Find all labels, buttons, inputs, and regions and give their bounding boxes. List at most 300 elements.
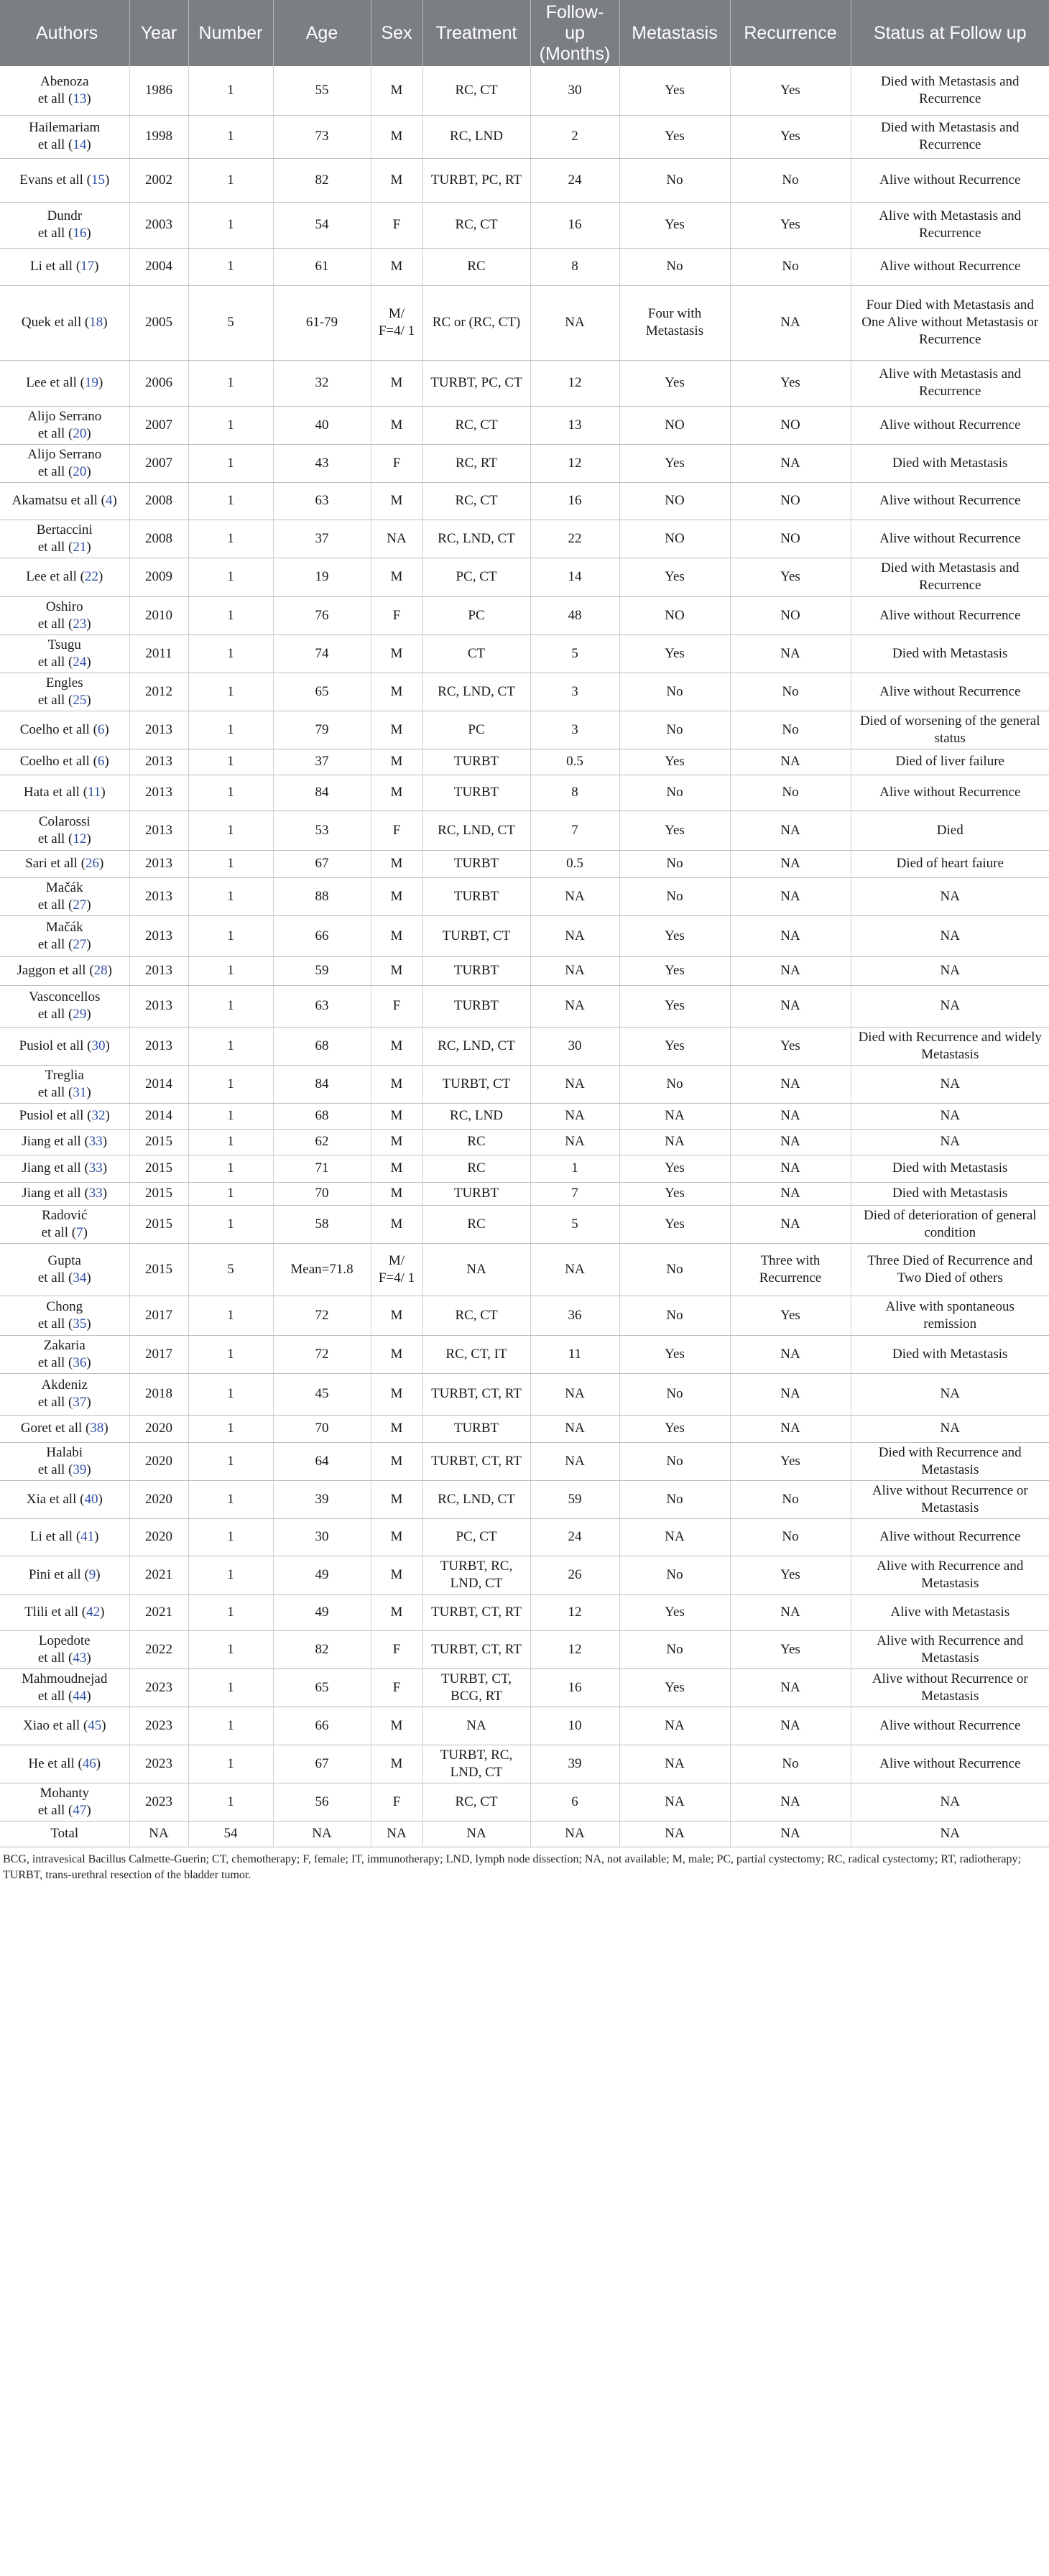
row-number: 1 (188, 1065, 273, 1103)
author-text: et all (37, 425, 69, 441)
ref-paren-open: ( (68, 1007, 73, 1022)
row-number: 1 (188, 1668, 273, 1707)
row-year: 2018 (129, 1373, 188, 1415)
row-metastasis: Yes (619, 749, 730, 775)
reference-link[interactable]: 25 (73, 692, 87, 708)
author-name: Mahmoudnejad (22, 1671, 108, 1686)
row-author (0, 596, 129, 634)
row-recurrence: NA (730, 444, 851, 482)
row-follow-up: NA (530, 1103, 619, 1129)
row-year: 2003 (129, 202, 188, 248)
ref-paren-open: ( (101, 493, 106, 508)
row-treatment: RC, LND, CT (422, 520, 530, 558)
table-row (0, 596, 1049, 634)
reference-link[interactable]: 20 (73, 463, 87, 479)
row-status: NA (851, 1415, 1049, 1442)
row-treatment: CT (422, 634, 530, 673)
row-recurrence: NO (730, 520, 851, 558)
row-author (0, 850, 129, 877)
row-recurrence: NO (730, 482, 851, 520)
row-author (0, 1480, 129, 1518)
row-recurrence: Yes (730, 1630, 851, 1668)
row-follow-up: NA (530, 985, 619, 1027)
row-metastasis: NO (619, 406, 730, 444)
row-sex: F (371, 202, 422, 248)
row-year: 2013 (129, 915, 188, 956)
reference-link[interactable]: 6 (97, 754, 105, 769)
author-text: et all (37, 692, 69, 708)
row-recurrence: NA (730, 634, 851, 673)
row-number: 1 (188, 558, 273, 596)
table-row (0, 66, 1049, 115)
row-sex: NA (371, 520, 422, 558)
row-status: NA (851, 1783, 1049, 1821)
row-number: 1 (188, 1518, 273, 1556)
ref-paren-close: ) (86, 539, 91, 555)
author-text: et all (37, 137, 69, 152)
row-sex: F (371, 444, 422, 482)
row-treatment: TURBT, CT (422, 1065, 530, 1103)
reference-link[interactable]: 33 (88, 1160, 103, 1176)
row-year: 2023 (129, 1745, 188, 1783)
reference-link[interactable]: 44 (73, 1688, 87, 1704)
row-treatment: RC, CT (422, 1296, 530, 1335)
row-year: 2015 (129, 1243, 188, 1296)
ref-paren-close: ) (98, 569, 103, 584)
row-number: 1 (188, 749, 273, 775)
row-status: Died with Metastasis and Recurrence (851, 115, 1049, 158)
reference-link[interactable]: 19 (84, 375, 98, 390)
reference-link[interactable]: 15 (91, 172, 105, 188)
row-author (0, 248, 129, 285)
row-author (0, 360, 129, 406)
row-year: 2005 (129, 285, 188, 360)
row-age: 82 (273, 158, 371, 202)
row-author (0, 1155, 129, 1182)
row-status: NA (851, 1821, 1049, 1847)
row-author (0, 634, 129, 673)
row-sex: NA (371, 1821, 422, 1847)
ref-paren-close: ) (98, 375, 103, 390)
row-age: 19 (273, 558, 371, 596)
ref-paren-close: ) (94, 1529, 99, 1544)
row-follow-up: 3 (530, 711, 619, 749)
header-metastasis: Metastasis (619, 0, 730, 66)
row-metastasis: Yes (619, 202, 730, 248)
row-year: 2014 (129, 1065, 188, 1103)
ref-paren-open: ( (68, 425, 73, 441)
row-metastasis: No (619, 248, 730, 285)
ref-paren-open: ( (68, 1395, 73, 1410)
row-sex: M (371, 1518, 422, 1556)
row-follow-up: 14 (530, 558, 619, 596)
row-year: 2021 (129, 1556, 188, 1594)
row-number: 1 (188, 1103, 273, 1129)
row-recurrence: NA (730, 877, 851, 915)
row-author (0, 1205, 129, 1243)
row-age: 82 (273, 1630, 371, 1668)
ref-paren-open: ( (68, 1316, 73, 1331)
row-recurrence: NA (730, 1335, 851, 1373)
row-treatment: TURBT, CT, RT (422, 1373, 530, 1415)
row-age: 45 (273, 1373, 371, 1415)
row-author (0, 1103, 129, 1129)
reference-link[interactable]: 30 (91, 1038, 106, 1053)
row-sex: M (371, 1745, 422, 1783)
reference-link[interactable]: 31 (73, 1084, 87, 1100)
row-age: 71 (273, 1155, 371, 1182)
row-metastasis: No (619, 775, 730, 811)
row-sex: F (371, 1783, 422, 1821)
ref-paren-open: ( (68, 831, 73, 846)
row-sex: M (371, 1480, 422, 1518)
row-sex: F (371, 1630, 422, 1668)
row-number: 1 (188, 985, 273, 1027)
author-text: Li et all (30, 1529, 76, 1544)
author-name: Oshiro (45, 599, 83, 614)
reference-link[interactable]: 6 (97, 721, 105, 737)
row-follow-up: 22 (530, 520, 619, 558)
row-recurrence: NO (730, 406, 851, 444)
row-metastasis: Yes (619, 1155, 730, 1182)
reference-link[interactable]: 40 (84, 1491, 98, 1507)
row-sex: M (371, 1205, 422, 1243)
row-author (0, 711, 129, 749)
row-follow-up: NA (530, 1065, 619, 1103)
row-age: 61-79 (273, 285, 371, 360)
row-year: 2023 (129, 1668, 188, 1707)
row-follow-up: 11 (530, 1335, 619, 1373)
row-age: 37 (273, 749, 371, 775)
row-metastasis: Yes (619, 1668, 730, 1707)
author-text: He et all (28, 1755, 78, 1771)
row-status: NA (851, 985, 1049, 1027)
reference-link[interactable]: 13 (73, 91, 87, 106)
reference-link[interactable]: 24 (73, 654, 87, 670)
reference-link[interactable]: 46 (82, 1755, 96, 1771)
row-status: Alive without Recurrence (851, 406, 1049, 444)
row-follow-up: NA (530, 1373, 619, 1415)
ref-paren-close: ) (105, 1108, 110, 1123)
row-follow-up: 1 (530, 1155, 619, 1182)
row-number: 1 (188, 482, 273, 520)
reference-link[interactable]: 38 (90, 1421, 104, 1436)
reference-link[interactable]: 32 (91, 1108, 106, 1123)
ref-paren-open: ( (89, 963, 94, 978)
author-name: Mačák (45, 919, 83, 935)
row-metastasis: No (619, 1556, 730, 1594)
row-status: Alive with Metastasis (851, 1594, 1049, 1630)
reference-link[interactable]: 7 (76, 1224, 83, 1240)
row-sex: M (371, 1182, 422, 1205)
row-age: 74 (273, 634, 371, 673)
ref-paren-open: ( (87, 1038, 92, 1053)
row-number: 1 (188, 115, 273, 158)
table-row (0, 1373, 1049, 1415)
row-status: Four Died with Metastasis and One Alive without Metastasis or Recurrence (851, 285, 1049, 360)
row-follow-up: 12 (530, 444, 619, 482)
reference-link[interactable]: 4 (106, 493, 113, 508)
author-name: Zakaria (43, 1337, 86, 1353)
ref-paren-close: ) (107, 963, 112, 978)
table-header-row (0, 0, 1049, 66)
row-author (0, 956, 129, 985)
row-number: 1 (188, 596, 273, 634)
row-recurrence: NA (730, 811, 851, 850)
row-follow-up: NA (530, 285, 619, 360)
reference-link[interactable]: 16 (73, 226, 87, 241)
reference-link[interactable]: 43 (73, 1650, 87, 1666)
header-age: Age (273, 0, 371, 66)
row-author (0, 811, 129, 850)
row-recurrence: No (730, 1480, 851, 1518)
reference-link[interactable]: 12 (73, 831, 87, 846)
row-status: NA (851, 1103, 1049, 1129)
row-follow-up: 30 (530, 66, 619, 115)
row-sex: M (371, 1335, 422, 1373)
row-year: 2013 (129, 749, 188, 775)
table-row (0, 520, 1049, 558)
row-recurrence: Yes (730, 360, 851, 406)
row-follow-up: NA (530, 1821, 619, 1847)
row-year: 2007 (129, 444, 188, 482)
author-text: Coelho et all (19, 754, 93, 769)
row-follow-up: 48 (530, 596, 619, 634)
author-text: et all (37, 654, 69, 670)
reference-link[interactable]: 14 (73, 137, 87, 152)
ref-paren-close: ) (103, 1421, 108, 1436)
reference-link[interactable]: 27 (73, 897, 87, 913)
reference-link[interactable]: 9 (88, 1567, 96, 1582)
row-status: Died with Metastasis (851, 634, 1049, 673)
ref-paren-close: ) (103, 315, 108, 330)
ref-paren-close: ) (86, 1650, 91, 1666)
row-age: 84 (273, 1065, 371, 1103)
row-sex: M (371, 158, 422, 202)
ref-paren-close: ) (86, 463, 91, 479)
row-follow-up: NA (530, 877, 619, 915)
row-treatment: RC, CT (422, 202, 530, 248)
author-text: Xia et all (26, 1491, 80, 1507)
row-treatment: RC (422, 1129, 530, 1155)
row-year: 2006 (129, 360, 188, 406)
row-metastasis: Yes (619, 1027, 730, 1065)
row-status: Alive with spontaneous remission (851, 1296, 1049, 1335)
row-sex: M (371, 482, 422, 520)
reference-link[interactable]: 36 (73, 1354, 87, 1370)
ref-paren-open: ( (93, 754, 98, 769)
row-age: 65 (273, 1668, 371, 1707)
row-sex: M (371, 406, 422, 444)
row-number: 1 (188, 248, 273, 285)
row-recurrence: Yes (730, 1556, 851, 1594)
ref-paren-open: ( (68, 91, 73, 106)
reference-link[interactable]: 37 (73, 1395, 87, 1410)
author-name: Alijo Serrano (27, 408, 102, 424)
reference-link[interactable]: 20 (73, 425, 87, 441)
row-treatment: RC, LND, CT (422, 1480, 530, 1518)
row-status: Died with Metastasis and Recurrence (851, 66, 1049, 115)
author-text: Li et all (30, 259, 76, 274)
row-recurrence: No (730, 1518, 851, 1556)
author-text: Evans et all (19, 172, 87, 188)
ref-paren-close: ) (96, 1567, 101, 1582)
row-author (0, 1630, 129, 1668)
ref-paren-close: ) (86, 226, 91, 241)
row-follow-up: 16 (530, 202, 619, 248)
row-sex: F (371, 811, 422, 850)
row-follow-up: 0.5 (530, 850, 619, 877)
row-age: 63 (273, 985, 371, 1027)
author-text: et all (37, 1688, 69, 1704)
ref-paren-open: ( (75, 259, 81, 274)
reference-link[interactable]: 35 (73, 1316, 87, 1331)
ref-paren-close: ) (104, 721, 109, 737)
row-sex: M (371, 775, 422, 811)
row-recurrence: NA (730, 956, 851, 985)
table-row (0, 202, 1049, 248)
author-name: Dundr (47, 208, 83, 223)
reference-link[interactable]: 39 (73, 1462, 87, 1477)
ref-paren-open: ( (84, 1186, 89, 1201)
reference-link[interactable]: 22 (84, 569, 98, 584)
row-treatment: TURBT (422, 956, 530, 985)
row-sex: M (371, 1373, 422, 1415)
row-recurrence: Yes (730, 558, 851, 596)
reference-link[interactable]: 26 (86, 856, 100, 871)
ref-paren-close: ) (98, 1491, 103, 1507)
row-year: 2020 (129, 1480, 188, 1518)
row-status: Died of liver failure (851, 749, 1049, 775)
table-row (0, 1480, 1049, 1518)
ref-paren-open: ( (68, 692, 73, 708)
reference-link[interactable]: 42 (86, 1605, 101, 1620)
row-status: Died with Metastasis (851, 444, 1049, 482)
row-author (0, 115, 129, 158)
row-year: 2020 (129, 1442, 188, 1480)
row-number: 1 (188, 711, 273, 749)
row-year: NA (129, 1821, 188, 1847)
table-row (0, 1205, 1049, 1243)
table-row (0, 558, 1049, 596)
table-row (0, 1630, 1049, 1668)
row-author (0, 1518, 129, 1556)
row-status: Alive without Recurrence (851, 158, 1049, 202)
row-sex: M (371, 634, 422, 673)
row-treatment: TURBT, RC, LND, CT (422, 1556, 530, 1594)
row-age: 32 (273, 360, 371, 406)
reference-link[interactable]: 23 (73, 616, 87, 632)
row-treatment: RC, LND (422, 115, 530, 158)
row-recurrence: NA (730, 1065, 851, 1103)
reference-link[interactable]: 34 (73, 1270, 87, 1285)
author-text: et all (37, 226, 69, 241)
row-year: 2008 (129, 520, 188, 558)
row-sex: M (371, 673, 422, 711)
author-text: et all (37, 1802, 69, 1818)
reference-link[interactable]: 28 (93, 963, 108, 978)
row-number: 1 (188, 811, 273, 850)
table-row (0, 115, 1049, 158)
author-text: et all (37, 831, 69, 846)
row-follow-up: 59 (530, 1480, 619, 1518)
reference-link[interactable]: 17 (80, 259, 95, 274)
row-author (0, 1065, 129, 1103)
row-author (0, 66, 129, 115)
row-number: 1 (188, 1630, 273, 1668)
row-age: 53 (273, 811, 371, 850)
row-number: 1 (188, 1129, 273, 1155)
row-age: 67 (273, 850, 371, 877)
reference-link[interactable]: 45 (88, 1717, 102, 1733)
author-text: Pini et all (28, 1567, 85, 1582)
table-row (0, 1129, 1049, 1155)
row-number: 1 (188, 1296, 273, 1335)
author-name: Lopedote (38, 1633, 91, 1648)
row-age: 40 (273, 406, 371, 444)
reference-link[interactable]: 11 (88, 785, 101, 800)
row-treatment: TURBT (422, 877, 530, 915)
row-sex: M (371, 66, 422, 115)
row-author (0, 1415, 129, 1442)
row-age: 73 (273, 115, 371, 158)
ref-paren-open: ( (68, 897, 73, 913)
reference-link[interactable]: 18 (89, 315, 103, 330)
row-follow-up: 7 (530, 811, 619, 850)
author-text: Pusiol et all (19, 1038, 88, 1053)
row-age: 39 (273, 1480, 371, 1518)
row-treatment: TURBT (422, 749, 530, 775)
ref-paren-open: ( (68, 1688, 73, 1704)
reference-link[interactable]: 27 (73, 936, 87, 952)
ref-paren-close: ) (102, 1186, 108, 1201)
table-row (0, 1518, 1049, 1556)
reference-link[interactable]: 47 (73, 1802, 87, 1818)
row-treatment: PC (422, 596, 530, 634)
row-follow-up: 13 (530, 406, 619, 444)
row-year: 2020 (129, 1518, 188, 1556)
row-year: 2015 (129, 1155, 188, 1182)
row-year: 2020 (129, 1415, 188, 1442)
row-sex: M (371, 1707, 422, 1745)
row-sex: M (371, 115, 422, 158)
row-metastasis: NA (619, 1821, 730, 1847)
reference-link[interactable]: 33 (88, 1134, 103, 1149)
table-row (0, 1027, 1049, 1065)
row-follow-up: 6 (530, 1783, 619, 1821)
row-year: 2023 (129, 1707, 188, 1745)
row-author (0, 1182, 129, 1205)
reference-link[interactable]: 29 (73, 1007, 87, 1022)
row-number: 1 (188, 158, 273, 202)
reference-link[interactable]: 21 (73, 539, 87, 555)
author-name: Halabi (46, 1444, 83, 1460)
row-number: 1 (188, 1745, 273, 1783)
ref-paren-close: ) (86, 616, 91, 632)
author-name: Colarossi (38, 813, 91, 829)
reference-link[interactable]: 33 (88, 1186, 103, 1201)
row-number: 1 (188, 1373, 273, 1415)
table-row (0, 360, 1049, 406)
row-sex: M (371, 248, 422, 285)
row-number: 1 (188, 775, 273, 811)
row-year: 2015 (129, 1205, 188, 1243)
row-author (0, 877, 129, 915)
row-treatment: RC, LND, CT (422, 811, 530, 850)
reference-link[interactable]: 41 (80, 1529, 95, 1544)
author-text: Lee et all (26, 569, 80, 584)
row-age: 37 (273, 520, 371, 558)
